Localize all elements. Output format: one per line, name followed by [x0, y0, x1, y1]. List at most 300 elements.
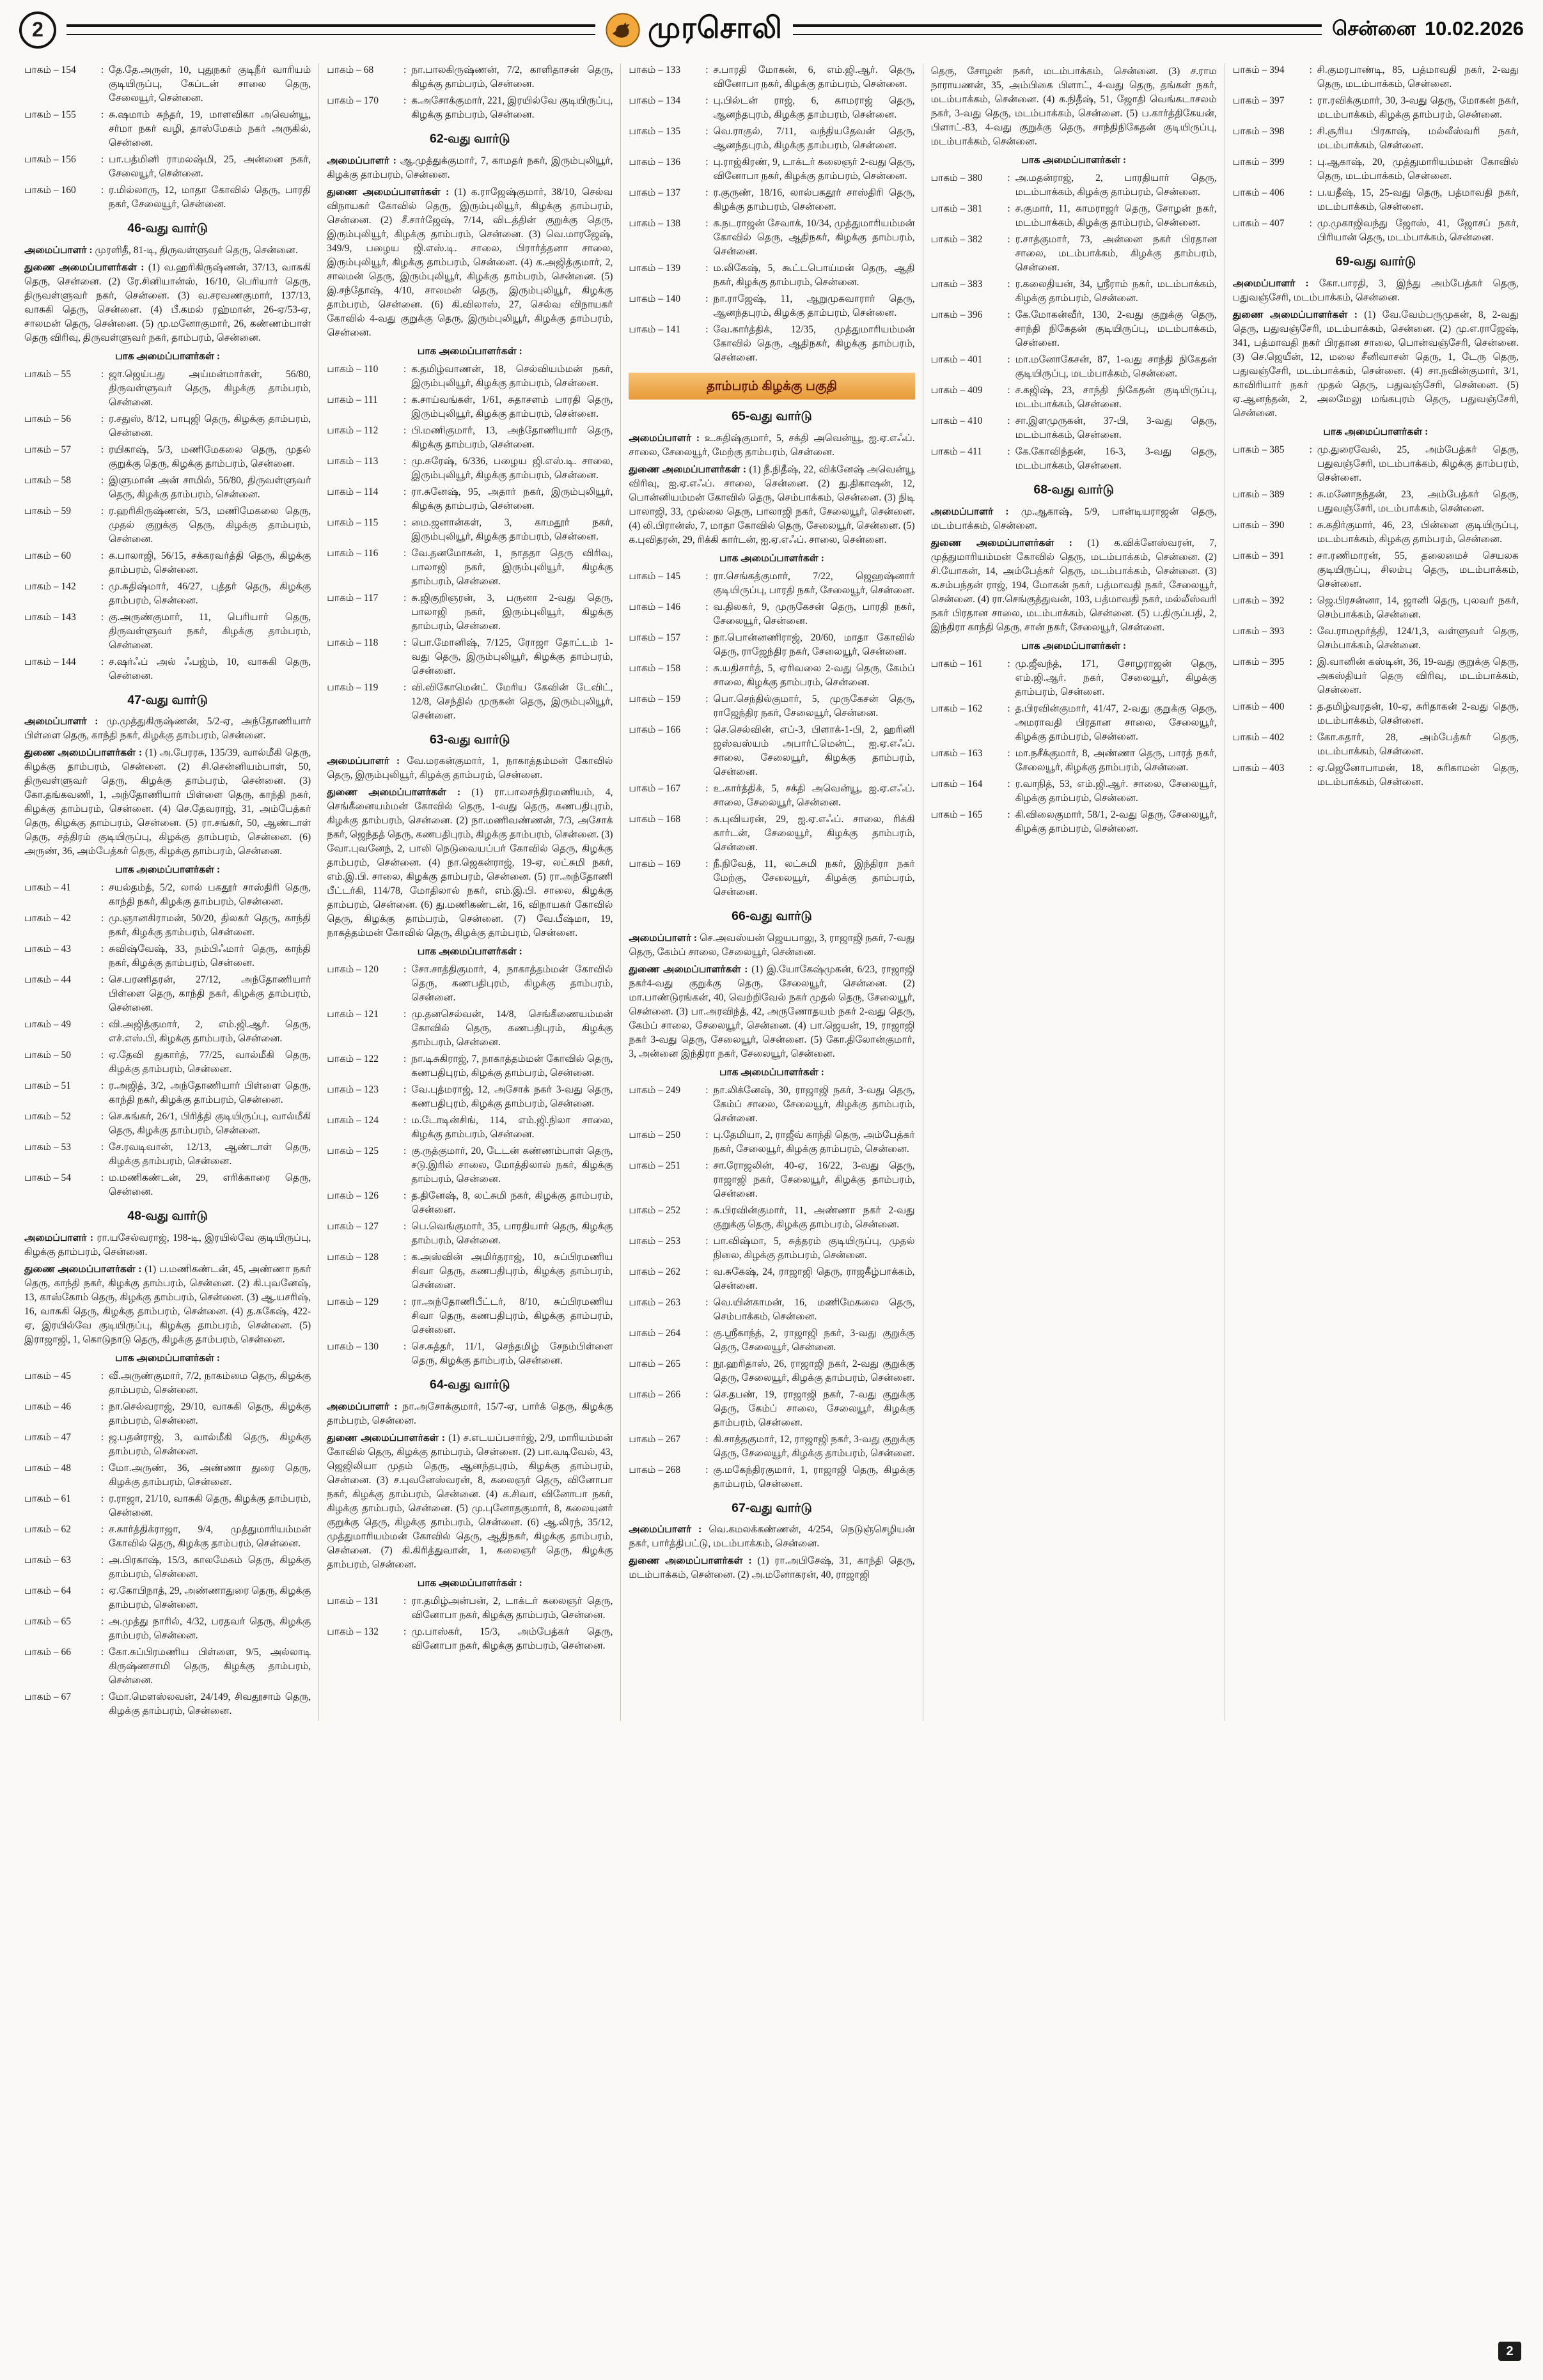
part-address: ர.கலைதியன், 34, ஸ்ரீராம் நகர், மடம்பாக்கம், கிழக்கு தாம்பரம், சென்னை.	[1015, 279, 1217, 304]
part-entry	[629, 857, 914, 899]
part-entry	[327, 1220, 613, 1248]
section-subheading: பாக அமைப்பாளர்கள் :	[115, 864, 221, 876]
part-label: பாகம் – 43	[24, 944, 72, 955]
officer-details: மு.ஆகாஷ், 5/9, பான்டியராஜன் தெரு, மடம்பாக்கம், சென்னை.	[930, 506, 1217, 531]
part-label: பாகம் – 145	[629, 571, 681, 582]
colon-separator: :	[403, 1009, 407, 1020]
part-label: பாகம் – 62	[24, 1524, 72, 1536]
part-label: பாகம் – 249	[629, 1084, 681, 1096]
colon-separator: :	[705, 724, 709, 736]
part-entry	[629, 94, 914, 122]
colon-separator: :	[403, 547, 407, 559]
colon-separator: :	[403, 95, 407, 106]
part-label: பாகம் – 170	[327, 95, 379, 106]
part-label: பாகம் – 68	[327, 65, 374, 75]
part-label: பாகம் – 252	[629, 1204, 681, 1216]
part-label: பாகம் – 159	[629, 694, 681, 705]
part-entry	[24, 1048, 311, 1077]
part-entry	[1233, 625, 1519, 653]
part-address: சு.ஜிகுறிஞரன், 3, பருனா 2-வது தெரு, பாலாஜி நகர், இரும்புலியூர், கிழக்கு தாம்பரம், சென்னை.	[411, 592, 613, 632]
part-entry	[24, 580, 311, 608]
part-address: ப.யதீஷ், 15, 25-வது தெரு, பத்மாவதி நகர், மடம்பாக்கம், சென்னை.	[1317, 187, 1519, 212]
officer-role-label: அமைப்பாளர் :	[327, 155, 400, 166]
section-subheading: பாக அமைப்பாளர்கள் :	[1021, 640, 1127, 651]
colon-separator: :	[100, 1524, 104, 1536]
part-label: பாகம் – 391	[1232, 550, 1285, 561]
part-entry	[931, 277, 1217, 306]
officer-role-label: அமைப்பாளர் :	[629, 1524, 709, 1536]
officer-role-label: துணை அமைப்பாளர்கள் :	[327, 1433, 449, 1444]
part-address: ச.கார்த்திக்ராஜா, 9/4, முத்துமாரியம்மன் கோவில் தெரு, கிழக்கு தாம்பரம், சென்னை.	[109, 1524, 311, 1550]
part-label: பாகம் – 382	[930, 234, 983, 245]
officer-role-label: அமைப்பாளர் :	[629, 932, 700, 944]
officer-role-label: துணை அமைப்பாளர்கள் :	[629, 464, 749, 476]
part-address: அ.முத்து நாரில், 4/32, பரதவர் தெரு, கிழக்கு தாம்பரம், சென்னை.	[109, 1616, 311, 1642]
part-entry	[327, 455, 613, 483]
part-address: ரா.ரவிக்குமார், 30, 3-வது தெரு, மோகன் நகர், மடம்பாக்கம், கிழக்கு தாம்பரம், சென்னை.	[1317, 95, 1519, 120]
part-label: பாகம் – 389	[1232, 488, 1285, 500]
part-entry	[24, 881, 311, 909]
colon-separator: :	[705, 663, 709, 674]
colon-separator: :	[705, 859, 709, 870]
part-address: நா.ராஜேஷ், 11, ஆறுமுகவாரார் தெரு, ஆனந்தபுரம், கிழக்கு தாம்பரம், சென்னை.	[713, 293, 915, 318]
officer-paragraph	[24, 1231, 311, 1259]
part-label: பாகம் – 65	[24, 1616, 72, 1628]
part-address: வி.அஜித்குமார், 2, எம்.ஜி.ஆர். தெரு, எச்.எஸ்.பி, கிழக்கு தாம்பரம், சென்னை.	[109, 1019, 311, 1045]
part-entry	[931, 777, 1217, 805]
officer-details: ஆ.முத்துக்குமார், 7, காமதர் நகர், இரும்புலியூர், கிழக்கு தாம்பரம், சென்னை.	[327, 155, 613, 180]
part-label: பாகம் – 392	[1232, 595, 1285, 606]
page-number-bottom: 2	[1498, 2342, 1521, 2361]
part-entry	[24, 1645, 311, 1688]
colon-separator: :	[1309, 762, 1312, 774]
part-label: பாகம் – 262	[629, 1266, 681, 1277]
part-address: பொ.மோனிஷ், 7/125, ரோஜா தோட்டம் 1-வது தெரு, இரும்புலியூர், கிழக்கு தாம்பரம், சென்னை.	[411, 637, 613, 676]
part-entry	[1233, 761, 1519, 789]
part-entry	[24, 1690, 311, 1718]
part-entry	[629, 1388, 914, 1430]
colon-separator: :	[705, 263, 709, 274]
part-entry	[1233, 63, 1519, 91]
colon-separator: :	[705, 324, 709, 335]
part-entry	[327, 1052, 613, 1080]
part-entry	[629, 1234, 914, 1263]
colon-separator: :	[403, 1296, 407, 1308]
part-label: பாகம் – 134	[629, 95, 681, 106]
colon-separator: :	[100, 1019, 104, 1031]
colon-separator: :	[1007, 778, 1010, 789]
part-label: பாகம் – 139	[629, 263, 681, 274]
officer-details: நா.அசோக்குமார், 15/7-ஏ, பார்க் தெரு, கிழக்கு தாம்பரம், சென்னை.	[327, 1401, 613, 1427]
part-entry	[629, 1084, 914, 1126]
section-subheading: பாக அமைப்பாளர்கள் :	[417, 345, 522, 357]
colon-separator: :	[1309, 95, 1312, 106]
part-address: கோ.சுதார், 28, அம்பேத்கர் தெரு, மடம்பாக்கம், சென்னை.	[1317, 731, 1519, 757]
part-label: பாகம் – 46	[24, 1401, 72, 1413]
part-entry	[1233, 488, 1519, 516]
colon-separator: :	[1007, 658, 1010, 669]
colon-separator: :	[1007, 385, 1010, 396]
part-address: சோ.சாத்திகுமார், 4, நாகாத்தம்மன் கோவில் தெரு, கணபதிபுரம், கிழக்கு தாம்பரம், சென்னை.	[411, 964, 613, 1004]
officer-paragraph	[629, 963, 914, 1061]
part-entry	[24, 1523, 311, 1551]
part-address: ர.குருண், 18/16, லால்பகதூர் சாஸ்திரி தெரு, கிழக்கு தாம்பரம், சென்னை.	[713, 187, 915, 212]
colon-separator: :	[705, 814, 709, 825]
part-entry	[629, 631, 914, 659]
part-entry	[327, 1144, 613, 1186]
part-label: பாகம் – 117	[327, 592, 379, 603]
part-address: பி.மணிகுமார், 13, அந்தோணியார் தெரு, கிழக்கு தாம்பரம், சென்னை.	[411, 424, 613, 450]
part-address: மு.சுரேஷ், 6/336, பழைய ஜி.எஸ்.டி. சாலை, இரும்புலியூர், கிழக்கு தாம்பரம், சென்னை.	[411, 455, 613, 481]
part-label: பாகம் – 146	[629, 602, 681, 613]
part-entry	[629, 1204, 914, 1232]
part-label: பாகம் – 110	[327, 363, 379, 375]
colon-separator: :	[1007, 747, 1010, 759]
officer-paragraph	[327, 185, 613, 340]
part-address: ம.லிகேஷ், 5, கூட்டபொய்மன் தெரு, ஆதி நகர், கிழக்கு தாம்பரம், சென்னை.	[713, 263, 915, 288]
part-entry	[1233, 700, 1519, 728]
part-address: ரா.செங்கத்குமார், 7/22, ஜெஹஷ்னார் குடியிருப்பு, பாரதி நகர், சேலையூர், சென்னை.	[713, 571, 915, 596]
part-entry	[931, 171, 1217, 199]
officer-paragraph	[629, 1523, 914, 1551]
colon-separator: :	[705, 694, 709, 705]
part-entry	[629, 662, 914, 690]
colon-separator: :	[705, 95, 709, 106]
colon-separator: :	[1007, 309, 1010, 320]
officer-paragraph	[327, 786, 613, 940]
masthead	[606, 10, 783, 49]
part-address: ஏ.தேவி துகார்த், 77/25, வால்மீகி தெரு, கிழக்கு தாம்பரம், சென்னை.	[109, 1050, 311, 1075]
part-address: கி.விலைகுமார், 58/1, 2-வது தெரு, சேலையூர், கிழக்கு தாம்பரம், சென்னை.	[1015, 809, 1217, 834]
colon-separator: :	[100, 1647, 104, 1658]
part-label: பாகம் – 132	[327, 1626, 379, 1638]
colon-separator: :	[100, 1692, 104, 1703]
part-address: க.நடராஜன் சேவாக், 10/34, முத்துமாரியம்மன் கோவில் தெரு, ஆதிநகர், கிழக்கு தாம்பரம், சென்னை.	[713, 218, 915, 257]
part-entry	[1233, 655, 1519, 697]
part-address: சா.இளமுருகன், 37-பி, 3-வது தெரு, மடம்பாக்கம், சென்னை.	[1015, 416, 1217, 440]
part-label: பாகம் – 265	[629, 1358, 681, 1369]
colon-separator: :	[1309, 701, 1312, 712]
colon-separator: :	[100, 1616, 104, 1628]
column-5	[1225, 63, 1526, 1721]
masthead-title: முரசொலி	[648, 11, 783, 44]
part-entry	[1233, 443, 1519, 485]
officer-details: (1) க.விக்னேஸ்வரன், 7, முத்துமாரியம்மன் கோவில் தெரு, மடம்பாக்கம், சென்னை. (2) சி.யோகன், 14, அம்பேத்கர் தெரு, மடம்பாக்கம், சென்னை. (3) க.சம்பந்தன் ராஜ், 194, மோகன் நகர், பத்மாவதி நகர், சேலையூர், சென்னை. (4) ரா.செங்குத்துவன், 103, பத்மாவதி நகர், மல்லீஸ்வரி நகர் பிரதான சாலை, மடம்பாக்கம், சென்னை. (5) ப.திருப்பதி, 2, இந்திரா காந்தி தெரு, சான் நகர், சேலையூர், சென்னை.	[930, 537, 1217, 633]
part-label: பாகம் – 121	[327, 1009, 379, 1020]
part-address: வி.விகோமென்ட் மேரிய கேவின் டேவிட், 12/8, செந்தில் முருகன் தெரு, இரும்புலியூர், சென்னை.	[411, 681, 613, 721]
part-label: பாகம் – 42	[24, 913, 72, 924]
part-label: பாகம் – 133	[629, 65, 681, 75]
part-label: பாகம் – 144	[24, 656, 76, 667]
colon-separator: :	[403, 65, 407, 75]
part-entry	[629, 782, 914, 810]
part-address: மு.பாஸ்கர், 15/3, அம்பேத்கர் தெரு, வினோபா நகர், கிழக்கு தாம்பரம், சென்னை.	[411, 1626, 613, 1652]
officer-role-label: அமைப்பாளர் :	[24, 1233, 97, 1244]
part-address: மை.ஜனான்கள், 3, காமதூர் நகர், இரும்புலியூர், கிழக்கு தாம்பரம், சென்னை.	[411, 517, 613, 542]
section-subheading: பாக அமைப்பாளர்கள் :	[1021, 155, 1127, 166]
part-address: வெ.ராகுல், 7/11, வந்தியதேவன் தெரு, ஆனந்தபுரம், கிழக்கு தாம்பரம், சென்னை.	[713, 126, 915, 151]
part-entry	[327, 94, 613, 122]
page-number-top: 2	[19, 12, 56, 49]
part-address: ரா.சுனேஷ், 95, அதார் நகர், இரும்புலியூர், கிழக்கு தாம்பரம், சென்னை.	[411, 486, 613, 511]
officer-role-label: அமைப்பாளர் :	[24, 716, 107, 727]
part-address: சு.பிரவின்குமார், 11, அண்ணா நகர் 2-வது குறுக்கு தெரு, கிழக்கு தாம்பரம், சென்னை.	[713, 1204, 915, 1230]
part-entry	[931, 233, 1217, 275]
part-entry	[629, 323, 914, 365]
part-label: பாகம் – 161	[930, 658, 983, 669]
part-label: பாகம் – 163	[930, 747, 983, 759]
colon-separator: :	[100, 913, 104, 924]
part-address: க.அசோக்குமார், 221, இரயில்வே குடியிருப்பு, கிழக்கு தாம்பரம், சென்னை.	[411, 95, 613, 120]
colon-separator: :	[1007, 279, 1010, 290]
columns	[0, 54, 1543, 1766]
page-header	[0, 0, 1543, 54]
colon-separator: :	[705, 157, 709, 167]
part-entry	[24, 1461, 311, 1489]
part-address: க.சாய்வங்கள், 1/61, சுதாசளம் பாரதி தெரு, இரும்புலியூர், கிழக்கு தாம்பரம், சென்னை.	[411, 394, 613, 419]
part-address: சே.ரவடிவான், 12/13, ஆண்டாள் தெரு, கிழக்கு தாம்பரம், சென்னை.	[109, 1142, 311, 1167]
part-entry	[1233, 731, 1519, 759]
part-address: க.அஸ்வின் அமிர்தராஜ், 10, சுப்பிரமணிய சிவா தெரு, கணபதிபுரம், கிழக்கு தாம்பரம், சென்னை.	[411, 1252, 613, 1291]
colon-separator: :	[403, 455, 407, 467]
part-label: பாகம் – 397	[1232, 95, 1285, 106]
part-address: க.பாலாஜி, 56/15, சக்கரவர்த்தி தெரு, கிழக்கு தாம்பரம், சென்னை.	[109, 550, 311, 575]
officer-paragraph	[24, 746, 311, 859]
section-subheading: பாக அமைப்பாளர்கள் :	[1323, 426, 1429, 437]
part-address: நீ.நிவேத், 11, லட்சுமி நகர், இந்திரா நகர் மேற்கு, சேலையூர், கிழக்கு தாம்பரம், சென்னை.	[713, 859, 915, 898]
colon-separator: :	[705, 1266, 709, 1277]
part-label: பாகம் – 394	[1232, 65, 1285, 75]
officer-paragraph	[1233, 308, 1519, 421]
colon-separator: :	[1309, 488, 1312, 500]
part-entry	[931, 384, 1217, 412]
part-entry	[24, 443, 311, 471]
officer-role-label: துணை அமைப்பாளர்கள் :	[24, 261, 148, 273]
officer-paragraph	[327, 1400, 613, 1428]
part-label: பாகம் – 393	[1232, 625, 1285, 637]
officer-role-label: துணை அமைப்பாளர்கள் :	[327, 186, 455, 198]
part-address: உ.கார்த்திக், 5, சக்தி அவென்யூ, ஐ.ஏ.எஃப். சாலை, சேலையூர், சென்னை.	[713, 783, 915, 809]
part-label: பாகம் – 128	[327, 1252, 379, 1263]
part-address: மு.சுதிஷ்மார், 46/27, புத்தர் தெரு, கிழக்கு தாம்பரம், சென்னை.	[109, 580, 311, 606]
part-entry	[629, 125, 914, 153]
part-entry	[931, 353, 1217, 381]
part-label: பாகம் – 45	[24, 1371, 72, 1382]
part-label: பாகம் – 266	[629, 1388, 681, 1400]
colon-separator: :	[100, 185, 104, 196]
colon-separator: :	[403, 1341, 407, 1353]
part-entry	[629, 261, 914, 290]
part-label: பாகம் – 395	[1232, 656, 1285, 667]
colon-separator: :	[705, 187, 709, 198]
part-label: பாகம் – 58	[24, 474, 72, 486]
colon-separator: :	[1007, 173, 1010, 183]
part-address: ர.மில்லாரு, 12, மாதா கோவில் தெரு, பாரதி நகர், சேலையூர், சென்னை.	[109, 185, 311, 210]
colon-separator: :	[403, 517, 407, 528]
colon-separator: :	[100, 1050, 104, 1061]
part-address: பு.ராஜ்கிரண், 9, டாக்டர் கலைஞர் 2-வது தெரு, வினோபா நகர், கிழக்கு தாம்பரம், சென்னை.	[713, 157, 915, 182]
part-entry	[24, 153, 311, 181]
header-rule-right	[793, 24, 1322, 35]
part-address: ர.ராஜா, 21/10, வாசுகி தெரு, கிழக்கு தாம்பரம், சென்னை.	[109, 1493, 311, 1519]
officer-paragraph	[1233, 277, 1519, 305]
colon-separator: :	[403, 394, 407, 405]
part-address: தே.தே.அருள், 10, புதுநகர் குடிநீர் வாரியம் குடியிருப்பு, கேப்டன் சாலை தெரு, சேலையூர், சென்னை.	[109, 65, 311, 104]
part-address: நா.பொன்னணிராஜ், 20/60, மாதா கோவில் தெரு, ராஜேந்திர நகர், சேலையூர், சென்னை.	[713, 632, 915, 658]
part-label: பாகம் – 116	[327, 547, 379, 559]
part-label: பாகம் – 63	[24, 1555, 72, 1566]
colon-separator: :	[1007, 354, 1010, 365]
part-address: கு.ஸ்ரீகாந்த், 2, ராஜாஜி நகர், 3-வது குறுக்கு தெரு, சேலையூர், சென்னை.	[713, 1327, 915, 1353]
part-label: பாகம் – 157	[629, 632, 681, 644]
officer-details: (1) வே.வேம்பருமுகன், 8, 2-வது தெரு, பதுவஞ்சேரி, மடம்பாக்கம், சென்னை. (2) மு.எ.ராஜேஷ், 341, பத்மாவதி நகர் பிரதான சாலை, பொன்வஞ்சேரி, சென்னை. (3) செ.ஜெயீன், 12, மலை சீனிவாசன் தெரு, 1, டேரு தெரு, பதுவஞ்சேரி, மடம்பாக்கம், சென்னை. (4) சா.நவின்குமார், 3/1, காவிரியார் நகர் முதல் தெரு, பதுவஞ்சேரி, சென்னை. (5) ஏ.ஆனந்தன், 2, அலமேலு மங்கபுரம் தெரு, பதுவஞ்சேரி, சென்னை.	[1232, 309, 1519, 419]
part-address: மு.துரைவேல், 25, அம்பேத்கர் தெரு, பதுவஞ்சேரி, மடம்பாக்கம், கிழக்கு தாம்பரம், சென்னை.	[1317, 444, 1519, 483]
colon-separator: :	[403, 1084, 407, 1096]
part-entry	[327, 516, 613, 544]
part-label: பாகம் – 381	[930, 203, 983, 214]
part-address: மு.ஜீவந்த், 171, சோழராஜன் தெரு, எம்.ஜி.ஆர். நகர், சேலையூர், கிழக்கு தாம்பரம், சென்னை.	[1015, 658, 1217, 697]
part-entry	[1233, 186, 1519, 214]
colon-separator: :	[100, 1172, 104, 1184]
part-address: நா.பாலகிருஷ்ணன், 7/2, காளிதாசன் தெரு, கிழக்கு தாம்பரம், சென்னை.	[411, 65, 613, 89]
colon-separator: :	[403, 1146, 407, 1157]
part-entry	[629, 1326, 914, 1355]
part-address: த.பிரவின்குமார், 41/47, 2-வது குறுக்கு தெரு, அமராவதி பிரதான சாலை, சேலையூர், கிழக்கு தாம்பரம், சென்னை.	[1015, 703, 1217, 742]
part-label: பாகம் – 51	[24, 1080, 72, 1092]
part-entry	[327, 1189, 613, 1217]
colon-separator: :	[1309, 444, 1312, 455]
part-entry	[327, 362, 613, 391]
colon-separator: :	[1309, 625, 1312, 637]
colon-separator: :	[403, 1054, 407, 1065]
ward-heading: 69-வது வார்டு	[1335, 254, 1416, 268]
colon-separator: :	[100, 656, 104, 667]
colon-separator: :	[1007, 416, 1010, 426]
colon-separator: :	[1309, 595, 1312, 606]
part-label: பாகம் – 44	[24, 974, 72, 986]
part-entry	[629, 1159, 914, 1201]
part-entry	[327, 636, 613, 678]
officer-details: முரளிதீ, 81-டி, திருவள்ளுவர் தெரு, சென்னை.	[95, 244, 298, 256]
part-address: சா.ரணிமாரன், 55, தலைமைச் செயலக குடியிருப்பு, சிலம்பு தெரு, மடம்பாக்கம், சென்னை.	[1317, 550, 1519, 589]
officer-role-label: அமைப்பாளர் :	[327, 1401, 403, 1413]
part-entry	[327, 485, 613, 513]
colon-separator: :	[705, 1388, 709, 1400]
part-entry	[629, 1357, 914, 1385]
officer-paragraph	[931, 505, 1217, 533]
part-address: ஏ.ஜெனோபாமன், 18, சுரிகாமன் தெரு, மடம்பாக்கம், சென்னை.	[1317, 762, 1519, 788]
part-label: பாகம் – 169	[629, 859, 681, 870]
colon-separator: :	[403, 1221, 407, 1233]
colon-separator: :	[100, 154, 104, 165]
part-label: பாகம் – 119	[327, 681, 379, 693]
colon-separator: :	[403, 424, 407, 436]
colon-separator: :	[403, 1626, 407, 1638]
part-address: இ.வானின் கஸ்டின், 36, 19-வது குறுக்கு தெரு, அகஸ்தியர் தெரு விரிவு, மடம்பாக்கம், சென்னை.	[1317, 656, 1519, 696]
colon-separator: :	[100, 1585, 104, 1597]
part-entry	[24, 1171, 311, 1199]
officer-details: (1) அ.பேரரசு, 135/39, வால்மீகி தெரு, கிழக்கு தாம்பரம், சென்னை. (2) சி.சென்னியம்பாள், 50, திருவள்ளுவர் தெரு, கிழக்கு தாம்பரம், சென்னை. (3) கோ.தங்கவணி, 1, அந்தோணியார் பிள்ளை தெரு, காந்தி நகர், கிழக்கு தாம்பரம், சென்னை. (4) செ.தேவராஜ், 31, அம்பேத்கர் தெரு, கிழக்கு தாம்பரம், சென்னை. (5) ரா.சங்கர், 50, ஆண்டாள் தெரு, சத்திரம் குடியிருப்பு, கிழக்கு தாம்பரம், சென்னை. (6) அருண், 36, அம்பேத்கர் தெரு, கிழக்கு தாம்பரம், சென்னை.	[24, 747, 311, 857]
part-label: பாகம் – 154	[24, 65, 76, 75]
part-entry	[1233, 94, 1519, 122]
part-address: சு.மனோநந்தன், 23, அம்பேத்கர் தெரு, பதுவஞ்சேரி, மடம்பாக்கம், சென்னை.	[1317, 488, 1519, 514]
part-label: பாகம் – 400	[1232, 701, 1285, 712]
part-entry	[629, 1296, 914, 1324]
part-entry	[629, 813, 914, 855]
part-label: பாகம் – 168	[629, 814, 681, 825]
officer-role-label: துணை அமைப்பாளர்கள் :	[24, 1264, 145, 1275]
part-entry	[1233, 217, 1519, 245]
part-entry	[24, 1553, 311, 1582]
part-label: பாகம் – 263	[629, 1296, 681, 1308]
officer-role-label: அமைப்பாளர் :	[629, 433, 705, 444]
part-entry	[629, 155, 914, 183]
colon-separator: :	[705, 1204, 709, 1216]
part-label: பாகம் – 264	[629, 1327, 681, 1339]
edition-date-value: 10.02.2026	[1424, 17, 1524, 40]
officer-role-label: அமைப்பாளர் :	[24, 244, 95, 256]
colon-separator: :	[100, 444, 104, 455]
colon-separator: :	[403, 637, 407, 648]
part-address: சயல்தம்த், 5/2, லால் பகதூர் சாஸ்திரி தெரு, காந்தி நகர், கிழக்கு தாம்பரம், சென்னை.	[109, 882, 311, 908]
part-address: சி.குமரபாண்டி, 85, பத்மாவதி நகர், 2-வது தெரு, மடம்பாக்கம், சென்னை.	[1317, 65, 1519, 89]
part-label: பாகம் – 48	[24, 1463, 72, 1474]
part-entry	[327, 1114, 613, 1142]
colon-separator: :	[1309, 656, 1312, 667]
colon-separator: :	[403, 1190, 407, 1202]
part-address: பெ.வெங்குமார், 35, பாரதியார் தெரு, கிழக்கு தாம்பரம், சென்னை.	[411, 1221, 613, 1247]
section-subheading: பாக அமைப்பாளர்கள் :	[417, 946, 522, 958]
part-entry	[24, 108, 311, 150]
part-label: பாகம் – 57	[24, 444, 72, 455]
part-entry	[629, 186, 914, 214]
part-entry	[327, 1340, 613, 1368]
part-address: க.தமிழ்வாணன், 18, செல்வியம்மன் நகர், இரும்புலியூர், கிழக்கு தாம்பரம், சென்னை.	[411, 363, 613, 389]
part-address: கு.அருண்குமார், 11, பெரியார் தெரு, திருவள்ளுவர் நகர், கிழக்கு தாம்பரம், சென்னை.	[109, 611, 311, 651]
officer-role-label: துணை அமைப்பாளர்கள் :	[327, 787, 472, 798]
part-address: மோ.அருண், 36, அண்ணா துரை தெரு, கிழக்கு தாம்பரம், சென்னை.	[109, 1463, 311, 1488]
part-label: பாகம் – 49	[24, 1019, 72, 1031]
officer-details: ரா.யசேல்வராஜ், 198-டி, இரயில்வே குடியிருப்பு, கிழக்கு தாம்பரம், சென்னை.	[24, 1233, 311, 1258]
officer-paragraph	[327, 754, 613, 782]
part-label: பாகம் – 407	[1232, 218, 1285, 229]
colon-separator: :	[100, 550, 104, 561]
part-entry	[327, 424, 613, 452]
part-address: ரா.தமிழ்அன்பன், 2, டாக்டர் கலைஞர் தெரு, வினோபா நகர், கிழக்கு தாம்பரம், சென்னை.	[411, 1596, 613, 1621]
part-address: மா.மனோகேசன், 87, 1-வது சாந்தி நிகேதன் குடியிருப்பு, மடம்பாக்கம், சென்னை.	[1015, 354, 1217, 379]
colon-separator: :	[705, 218, 709, 229]
part-address: ம.மணிகண்டன், 29, எரிக்காரை தெரு, சென்னை.	[109, 1172, 311, 1198]
part-label: பாகம் – 55	[24, 368, 72, 380]
officer-details: மு.முத்துகிருஷ்ணன், 5/2-ஏ, அந்தோணியார் பிள்ளை தெரு, காந்தி நகர், கிழக்கு தாம்பரம், சென்னை.	[24, 716, 311, 742]
colon-separator: :	[100, 611, 104, 623]
colon-separator: :	[705, 571, 709, 582]
colon-separator: :	[1309, 218, 1312, 229]
part-label: பாகம் – 122	[327, 1054, 379, 1065]
part-label: பாகம் – 60	[24, 550, 72, 561]
part-address: வே.ராமமூர்த்தி, 124/1,3, வள்ளுவர் தெரு, செம்பாக்கம், சென்னை.	[1317, 625, 1519, 651]
part-label: பாகம் – 41	[24, 882, 72, 894]
officer-role-label: அமைப்பாளர் :	[1232, 277, 1319, 289]
colon-separator: :	[1309, 187, 1312, 198]
part-entry	[327, 63, 613, 91]
ward-heading: 48-வது வார்டு	[127, 1209, 208, 1224]
part-label: பாகம் – 126	[327, 1190, 379, 1202]
part-entry	[24, 504, 311, 547]
officer-details: (1) க.ராஜேஷ்குமார், 38/10, செல்வ விநாயகர் கோவில் தெரு, இரும்புலியூர், கிழக்கு தாம்பரம், சென்னை. (2) சீ.சார்ஜேஷ், 7/14, விடத்தின் குறுக்கு தெரு, இரும்புலியூர், கிழக்கு தாம்பரம், சென்னை. (3) வெ.மாரஜேஷ், 349/9, பழைய ஜி.எஸ்.டி. சாலை, பிரார்த்தனா சாலை, இரும்புலியூர், கிழக்கு தாம்பரம், சென்னை. (4) க.அஜித்குமார், 2, சாலமன் தெரு, இரும்புலியூர், கிழக்கு தாம்பரம், சென்னை. (5) இ.சந்தோஷ், 4/10, சாலமன் தெரு, இரும்புலியூர், கிழக்கு தாம்பரம், சென்னை. (6) கி.விலாஸ், 27, செல்வ விநாயகர் கோவில் 4-வது குறுக்கு தெரு, இரும்புலியூர், கிழக்கு தாம்பரம், சென்னை.	[327, 186, 613, 338]
part-entry	[327, 1250, 613, 1293]
part-entry	[1233, 518, 1519, 547]
